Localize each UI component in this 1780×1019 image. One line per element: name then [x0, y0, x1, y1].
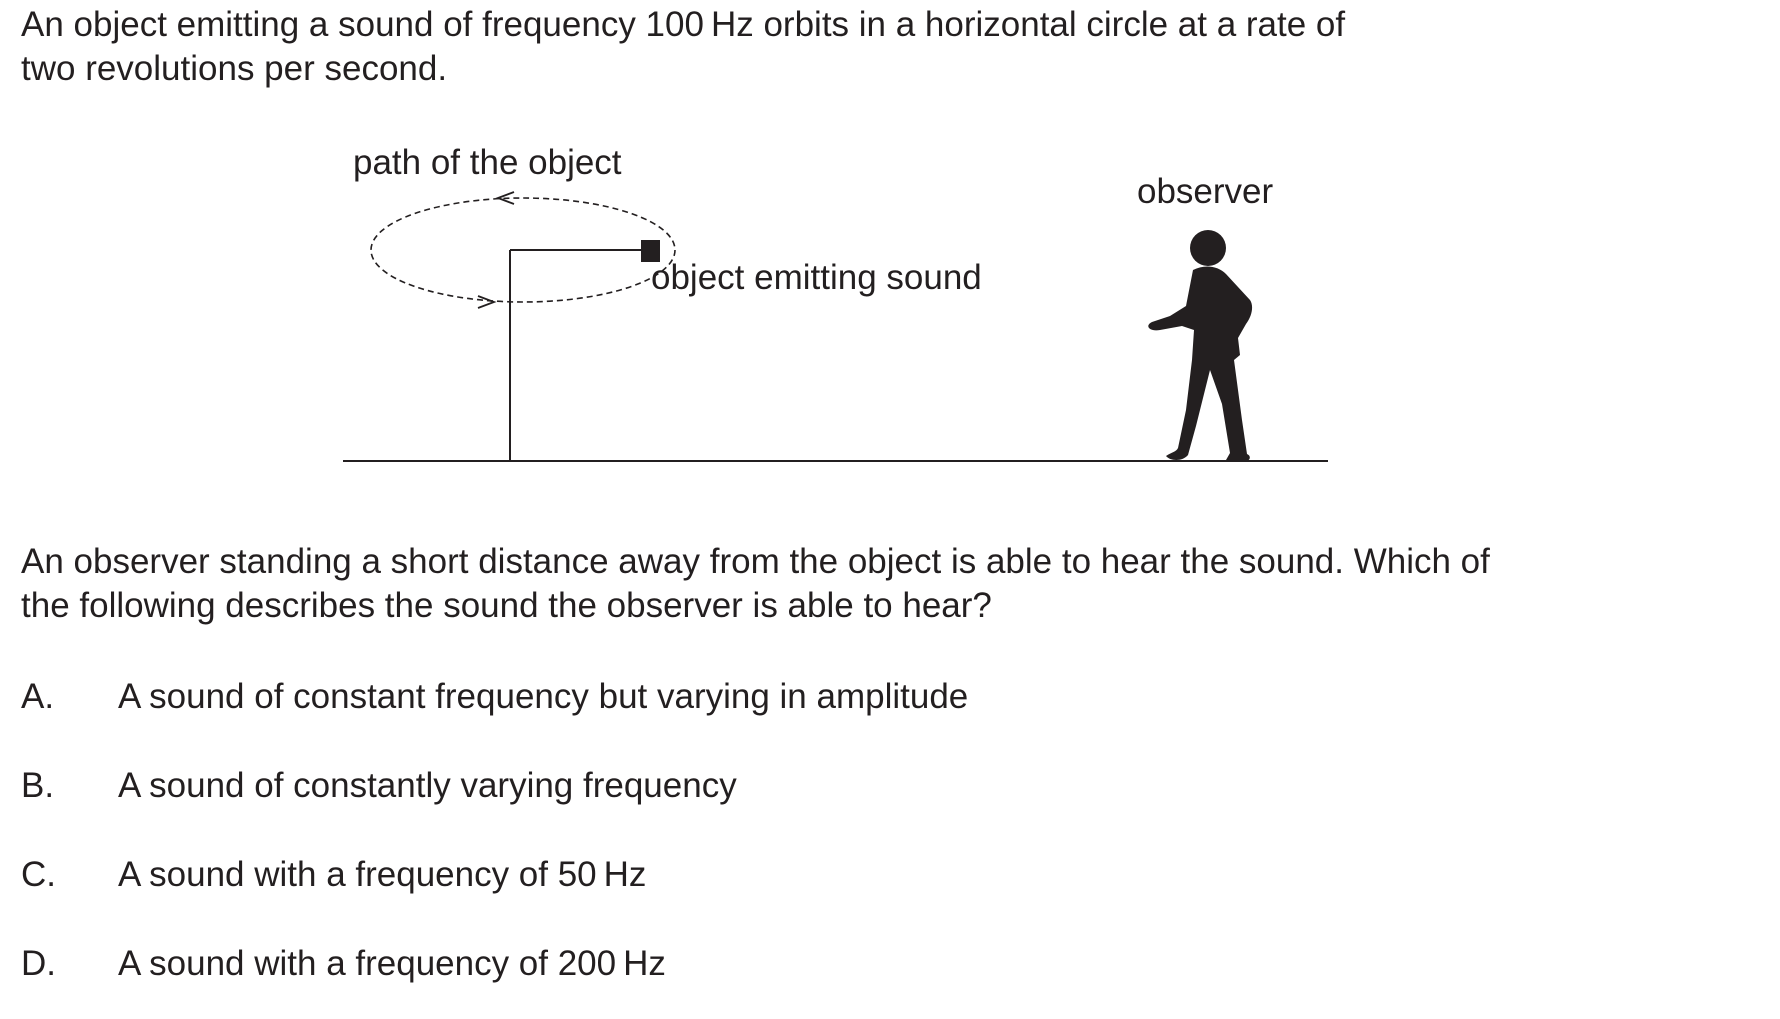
object-label: object emitting sound [651, 258, 982, 297]
option-text: A sound of constantly varying frequency [118, 766, 737, 805]
option-letter: C. [21, 855, 56, 894]
path-label: path of the object [353, 143, 622, 182]
option-text: A sound with a frequency of 200 Hz [118, 944, 666, 983]
question-line-2: the following describes the sound the observer is able to hear? [21, 586, 992, 625]
observer-figure-icon [1148, 230, 1252, 461]
orbit-arrow-bottom-icon [478, 296, 494, 308]
option-text: A sound with a frequency of 50 Hz [118, 855, 647, 894]
observer-label: observer [1137, 172, 1274, 211]
intro-line-1: An object emitting a sound of frequency 100 Hz orbits in a horizontal circle at a rate of [21, 5, 1346, 44]
option-letter: D. [21, 944, 56, 983]
question-stem [21, 540, 1490, 628]
question-line-1: An observer standing a short distance away from the object is able to hear the sound. Which of [21, 542, 1490, 581]
option-letter: B. [21, 766, 55, 805]
intro-line-2: two revolutions per second. [21, 49, 448, 88]
option-letter: A. [21, 677, 55, 716]
option-text: A sound of constant frequency but varying in amplitude [118, 677, 969, 716]
